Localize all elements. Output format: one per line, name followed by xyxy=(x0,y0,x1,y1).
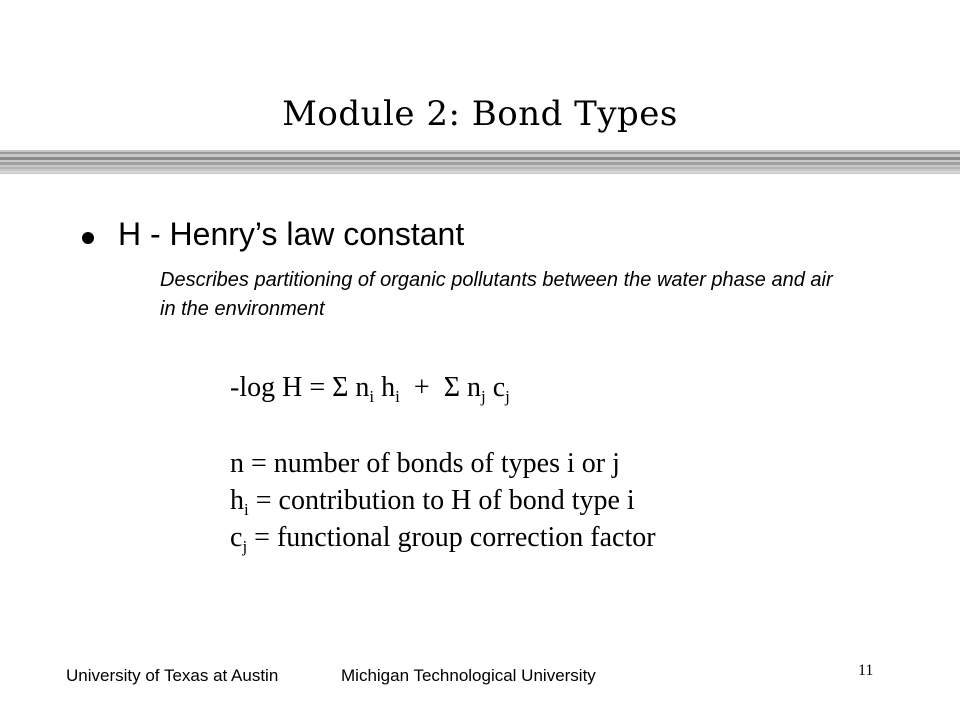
definition-c xyxy=(230,522,656,554)
eq-h-i: h xyxy=(381,372,396,403)
definition-h xyxy=(230,485,635,517)
eq-c-j: c xyxy=(492,372,506,403)
eq-n-i: n xyxy=(355,372,370,403)
def-c-symbol: c xyxy=(230,522,243,553)
footer-left: University of Texas at Austin xyxy=(66,666,279,685)
eq-n-j-sub: j xyxy=(480,387,486,406)
title-divider xyxy=(0,150,960,174)
bullet-heading: H - Henry’s law constant xyxy=(118,216,465,252)
eq-n-i-sub: i xyxy=(369,387,375,406)
page-number: 11 xyxy=(858,662,874,679)
equation-lhs: -log H = xyxy=(230,372,333,403)
bullet-dot xyxy=(82,232,94,244)
eq-h-i-sub: i xyxy=(395,387,400,406)
slide-title: Module 2: Bond Types xyxy=(282,94,678,134)
def-h-text: = contribution to H of bond type i xyxy=(248,485,635,516)
henry-equation xyxy=(230,372,510,404)
eq-c-j-sub: j xyxy=(505,387,510,406)
definition-n: n = number of bonds of types i or j xyxy=(230,448,620,479)
description-text: Describes partitioning of organic pollutants between the water phase and air in the environment xyxy=(160,269,833,320)
def-c-text: = functional group correction factor xyxy=(247,522,656,553)
def-h-symbol: h xyxy=(230,485,244,516)
eq-plus: + xyxy=(399,372,444,403)
sigma-symbol: Σ xyxy=(332,372,349,403)
footer-right: Michigan Technological University xyxy=(341,666,596,685)
eq-n-j: n xyxy=(466,372,481,403)
def-h-sub: i xyxy=(244,500,249,519)
sigma-symbol-2: Σ xyxy=(443,372,460,403)
def-c-sub: j xyxy=(242,537,248,556)
